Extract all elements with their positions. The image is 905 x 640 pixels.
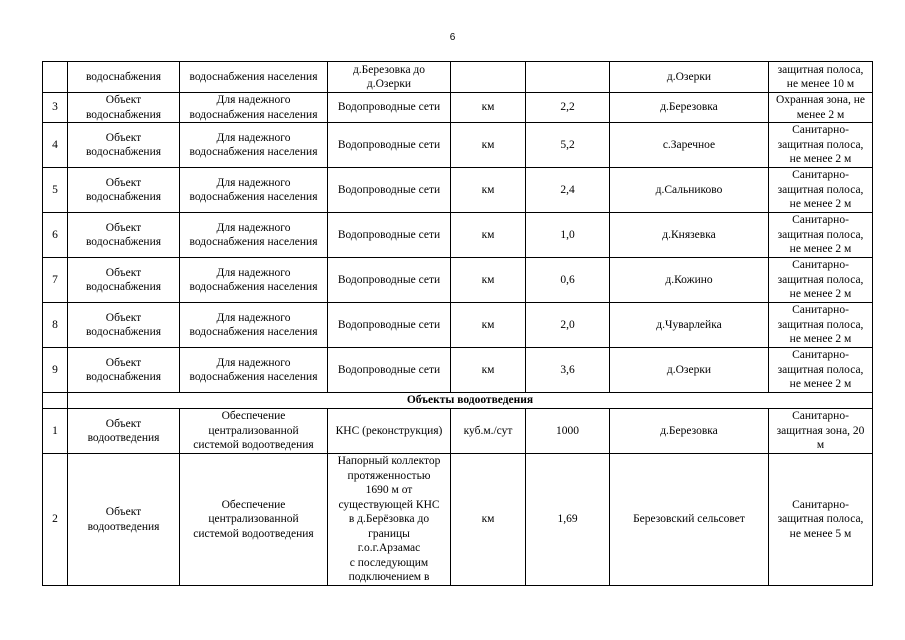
cell-num: 4 [43,123,68,168]
cell-zone: Санитарно- защитная полоса, не менее 2 м [769,348,873,393]
cell-zone: Охранная зона, не менее 2 м [769,93,873,123]
cell-purpose: Для надежного водоснабжения населения [180,348,328,393]
cell-num: 3 [43,93,68,123]
cell-description: Водопроводные сети [328,303,451,348]
table-row [43,348,873,393]
cell-value: 1000 [526,409,610,454]
cell-name: Объект водоснабжения [68,123,180,168]
cell-value: 3,6 [526,348,610,393]
cell-value: 1,0 [526,213,610,258]
cell-zone: Санитарно- защитная зона, 20 м [769,409,873,454]
cell-value [526,62,610,93]
cell-purpose: Обеспечение централизованной системой водоотведения [180,409,328,454]
cell-purpose: Для надежного водоснабжения населения [180,168,328,213]
cell-zone: Санитарно- защитная полоса, не менее 2 м [769,258,873,303]
cell-unit: км [451,93,526,123]
cell-value: 2,2 [526,93,610,123]
cell-description: КНС (реконструкция) [328,409,451,454]
cell-location: д.Чуварлейка [610,303,769,348]
cell-num: 9 [43,348,68,393]
cell-value: 2,0 [526,303,610,348]
cell-purpose: Для надежного водоснабжения населения [180,213,328,258]
cell-purpose: Обеспечение централизованной системой водоотведения [180,454,328,586]
cell-description: Водопроводные сети [328,123,451,168]
cell-location: д.Березовка [610,93,769,123]
cell-value: 5,2 [526,123,610,168]
cell-value: 1,69 [526,454,610,586]
cell-name: Объект водоотведения [68,409,180,454]
cell-location: д.Озерки [610,62,769,93]
cell-location: с.Заречное [610,123,769,168]
table-row [43,213,873,258]
section-title: Объекты водоотведения [68,393,873,409]
page-number: 6 [449,32,456,43]
cell-unit: км [451,213,526,258]
table-row [43,93,873,123]
cell-purpose: Для надежного водоснабжения населения [180,258,328,303]
cell-num: 6 [43,213,68,258]
cell-purpose: Для надежного водоснабжения населения [180,123,328,168]
cell-zone: защитная полоса, не менее 10 м [769,62,873,93]
cell-unit: км [451,454,526,586]
cell-purpose: водоснабжения населения [180,62,328,93]
cell-num: 2 [43,454,68,586]
cell-unit: км [451,258,526,303]
cell-unit: км [451,168,526,213]
cell-location: д.Озерки [610,348,769,393]
cell-num [43,62,68,93]
cell-unit: км [451,303,526,348]
cell-description: Водопроводные сети [328,93,451,123]
cell-name: водоснабжения [68,62,180,93]
cell-value: 0,6 [526,258,610,303]
table-row-continuation [43,62,873,93]
cell-location: д.Кожино [610,258,769,303]
cell-description: Водопроводные сети [328,213,451,258]
cell-unit: куб.м./сут [451,409,526,454]
cell-zone: Санитарно- защитная полоса, не менее 2 м [769,123,873,168]
cell-name: Объект водоотведения [68,454,180,586]
cell-name: Объект водоснабжения [68,348,180,393]
cell-description: Водопроводные сети [328,258,451,303]
cell-name: Объект водоснабжения [68,213,180,258]
cell-num: 1 [43,409,68,454]
cell-num: 7 [43,258,68,303]
table-row [43,303,873,348]
cell-unit: км [451,123,526,168]
cell-num: 8 [43,303,68,348]
cell-purpose: Для надежного водоснабжения населения [180,93,328,123]
cell-description: Водопроводные сети [328,168,451,213]
cell-zone: Санитарно- защитная полоса, не менее 2 м [769,168,873,213]
table-row [43,258,873,303]
table-row [43,409,873,454]
section-header-row [43,393,873,409]
cell-location: д.Березовка [610,409,769,454]
cell-location: Березовский сельсовет [610,454,769,586]
cell-description: Напорный коллектор протяженностью 1690 м от существующей КНС в д.Берёзовка до границы г.о.г.Арзамас с последующим подключением в [328,454,451,586]
table-row [43,454,873,586]
cell-num: 5 [43,168,68,213]
cell-description: Водопроводные сети [328,348,451,393]
cell-location: д.Князевка [610,213,769,258]
cell-name: Объект водоснабжения [68,258,180,303]
cell-unit [451,62,526,93]
cell-location: д.Сальниково [610,168,769,213]
cell-name: Объект водоснабжения [68,168,180,213]
objects-table [42,61,873,586]
cell-zone: Санитарно- защитная полоса, не менее 2 м [769,213,873,258]
cell-zone: Санитарно- защитная полоса, не менее 5 м [769,454,873,586]
table-row [43,123,873,168]
section-num-cell [43,393,68,409]
table-row [43,168,873,213]
cell-name: Объект водоснабжения [68,93,180,123]
cell-description: д.Березовка до д.Озерки [328,62,451,93]
cell-name: Объект водоснабжения [68,303,180,348]
cell-purpose: Для надежного водоснабжения населения [180,303,328,348]
cell-zone: Санитарно- защитная полоса, не менее 2 м [769,303,873,348]
cell-unit: км [451,348,526,393]
cell-value: 2,4 [526,168,610,213]
